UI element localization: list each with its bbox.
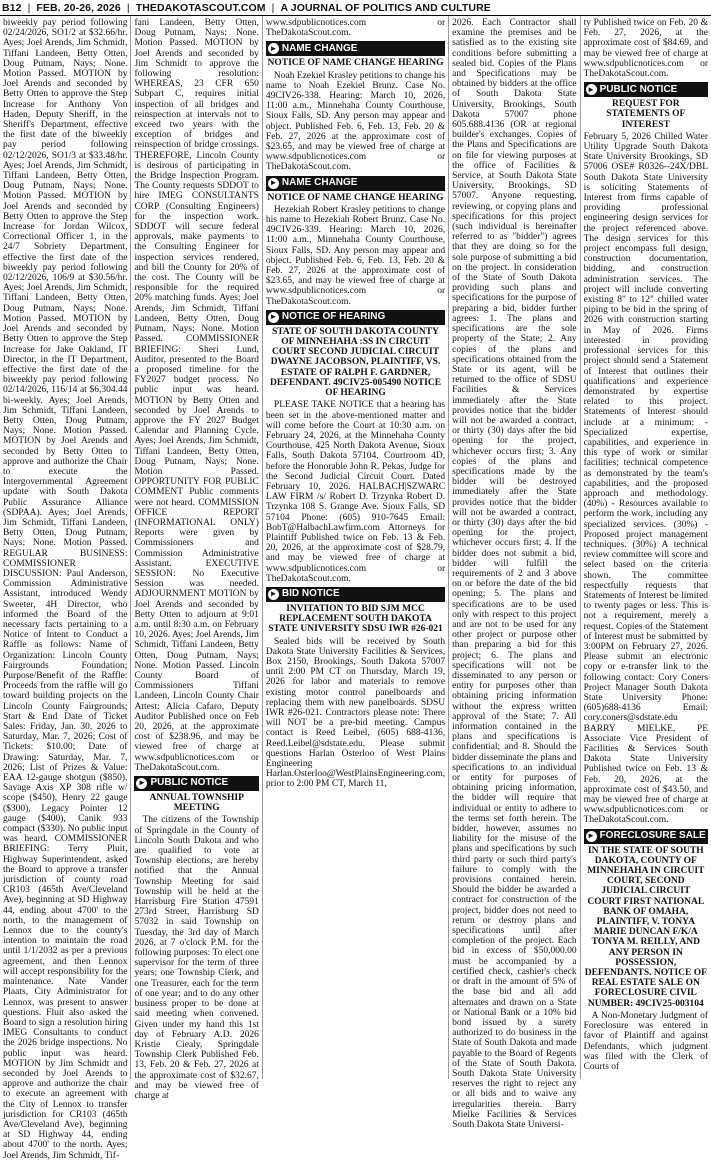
- case-caption: IN THE STATE OF SOUTH DAKOTA, COUNTY OF MINNEHAHA IN CIRCUIT COURT, SECOND JUDICIAL CIRCUIT COURT FIRST NATIONAL BANK OF OMAHA, PLAINTIFF, V. TONYA MARIE DUNCAN F/K/A TONYA M. REILLY, AND ANY PERSON IN POSSESSION, DEFENDANTS. NOTICE OF REAL ESTATE SALE ON FORECLOSURE CIVIL NUMBER: 49CIV25-003104: [584, 845, 707, 1009]
- megaphone-icon: ►: [269, 43, 278, 53]
- statements-of-interest-text: February 5, 2026 Chilled Water Utility Upgrade South Dakota State University Brookings, SD 57006 OSE# R0326--24X/DBL South Dakota State University is soliciting Statements of Interest from firms capable of providing professional engineering design services for the project referenced above. The design services for this project encompass full design, construction documentation, bidding, and construction administration services. The project will include converting existing 8" to 12" chilled water piping to be bid in the spring of 2026 with construction starting in May of 2026. Firms interested in providing professional services for this project should send a Statement of Interest that outlines their qualifications and experience demonstrated by expertise related to this project. Statements of Interest should include at a minimum: - Specialized expertise, capabilities, and experience in this type of work or similar facilities; technical competence as demonstrated by the team's capabilities, and the proposed approach and methodology. (40%) - Resources available to perform the work, including any specialized services. (30%) - Proposed project management techniques. (30%) A technical review committee will score and select based on the criteria shown. The committee respectfully requests that Statements of Interest be limited to twenty pages or less. This is not a requirement, merely a request. Copies of the Statement of Interest must be submitted by 3:00PM on February 27, 2026. Please submit an electronic copy or e-transfer link to the following contact: Cory Coners Project Manager South Dakota State University Phone: (605)688-4136 Email: cory.coners@sdstate.edu BARRY MIELKE, PE Associate Vice President of Facilities & Services South Dakota State University Published twice on Feb. 13 & Feb. 20, 2026, at the approximate cost of $43.50, and may be viewed free of charge at www.sdpublicnotices.com or TheDakotaScout.com.: [583, 131, 709, 826]
- megaphone-icon: ►: [269, 178, 278, 188]
- notices-columns: [0, 16, 711, 1161]
- public-notice-banner: ► PUBLIC NOTICE: [584, 82, 708, 97]
- header-separator: |: [271, 1, 275, 14]
- column-4: [449, 16, 580, 1130]
- name-change-text: Noah Ezekiel Krasley petitions to change his name to Noah Ezekiel Brunz. Case No. 49CIV26-338. Hearing: March 10, 2026, 11:00 a.m., Minnehaha County Courthouse, Sioux Falls, SD. Any person may appear and object. Published Feb. 6, Feb. 13, Feb. 20 & Feb. 27, 2026 at the approximate cost of $23.65, and may be viewed free of charge at www.sdpublicnotices.com or TheDakotaScout.com.: [265, 70, 446, 173]
- notice-title: REQUEST FOR STATEMENTS OF INTEREST: [606, 99, 686, 130]
- column-1: [0, 16, 131, 1161]
- site-name: THEDAKOTASCOUT.COM: [135, 1, 266, 14]
- page-number: B12: [2, 1, 22, 14]
- notice-title: NOTICE OF NAME CHANGE HEARING: [267, 58, 444, 69]
- public-notice-banner: ► PUBLIC NOTICE: [134, 776, 258, 791]
- bid-text-end: ty Published twice on Feb. 20 & Feb. 27, 2026, at the approximate cost of $84.69, and may be viewed free of charge at www.sdpublicnotices.com or TheDakotaScout.com.: [583, 18, 709, 80]
- megaphone-icon: ►: [587, 831, 596, 841]
- notice-title: ANNUAL TOWNSHIP MEETING: [149, 793, 244, 814]
- name-change-banner: ► NAME CHANGE: [266, 176, 445, 191]
- header-separator: |: [27, 1, 31, 14]
- notice-of-hearing-banner: ► NOTICE OF HEARING: [266, 310, 445, 325]
- name-change-banner: ► NAME CHANGE: [266, 41, 445, 56]
- commission-minutes-continued: fani Landeen, Betty Otten, Doug Putnam, Nays; None. Motion Passed. MOTION by Joel Arends and seconded by Jim Schmidt to approve the following resolution: WHEREAS, 23 CFR 650 Subpart C, requires initial inspection of all bridges and reinspection at intervals not to exceed two years with the exception of bridges and reinspection of bridge crossings. THEREFORE, Lincoln County is desirous of participating in the Bridge Inspection Program. The County requests SDDOT to hire IMEG CONSULTANTS CORP (Consulting Engineers) for the inspection work. SDDOT will secure federal approvals, make payments to the Consulting Engineer for inspection services rendered, and bill the County for 20% of the cost. The County will be responsible for the required 20% matching funds. Ayes; Joel Arends, Jim Schmidt, Tiffani Landeen, Betty Otten, Doug Putnam, Nays; None. Motion Passed. COMMISSIONER BRIEFING: Sheri Lund, Auditor, presented to the Board a proposed timeline for the FY2027 budget process. No public input was heard. MOTION by Betty Otten and seconded by Joel Arends to approve the FY 2027 Budget Calendar and Planning Cycle. Ayes; Joel Arends, Jim Schmidt, Tiffani Landeen, Betty Otten, Doug Putnam, Nays; None. Motion Passed. OPPORTUNITY FOR PUBLIC COMMENT Public comments were not heard. COMMISSION OFFICE REPORT (INFORMATIONAL ONLY) Reports were given by Commissioners and Commission Administrative Assistant. EXECUTIVE SESSION: No Executive Session was needed. ADJOURNMENT MOTION by Joel Arends and seconded by Betty Otten to adjourn at 9:01 a.m. until 8:30 a.m. on February 10, 2026. Ayes; Joel Arends, Jim Schmidt, Tiffani Landeen, Betty Otten, Doug Putnam, Nays; None. Motion Passed. Lincoln County Board of Commissioners Tiffani Landeen, Lincoln County Chair Attest: Alicia Cafaro, Deputy Auditor Published once on Feb 20, 2026, at the approximate cost of $238.96, and may be viewed free of charge at www.sdpublicnotices.com or TheDakotaScout.com.: [134, 18, 259, 773]
- bid-text: Sealed bids will be received by South Dakota State University Facilities & Services, Box 2150, Brookings, South Dakota 57007 until 2:00 PM CT on Thursday, March 19, 2026 for labor and materials to remove existing motor control panelboards and replacing them with new panelboards. SDSU IWR #26-021. Contractors please note: There will NOT be a pre-bid meeting. Campus contact is Reed Leibel, (605) 688-4136, Reed.Leibel@sdstate.edu. Please submit questions Harlan Osterloo of West Plains Engineering Harlan.Osterloo@WestPlainsEngineering.com, prior to 2:00 PM CT, March 11,: [265, 636, 446, 790]
- hearing-text: PLEASE TAKE NOTICE that a hearing has been set in the above-mentioned matter and will come before the Court at 10:30 a.m. on February 24, 2026, at the Minnehaha County Courthouse, 425 North Dakota Avenue, Sioux Falls, South Dakota 57104, Courtroom 4D, before the Honorable John R. Pekas, Judge for the Second Judicial Circuit Court. Dated February 10, 2026. HALBACH|SZWARC LAW FIRM /s/ Robert D. Trzynka Robert D. Trzynka 108 S. Grange Ave. Sioux Falls, SD 57104 Phone: (605) 910-7645 Email: BobT@HalbachLawfirm.com Attorneys for Plaintiff Published twice on Feb. 13 & Feb. 20, 2026, at the approximate cost of $28.79, and may be viewed free of charge at www.sdpublicnotices.com or TheDakotaScout.com.: [265, 400, 446, 584]
- column-5: [581, 16, 711, 1079]
- issue-date: FEB. 20-26, 2026: [36, 1, 121, 14]
- column-2: [131, 16, 262, 1101]
- bid-notice-banner: ► BID NOTICE: [266, 587, 445, 602]
- header-separator: |: [126, 1, 130, 14]
- tagline: A JOURNAL OF POLITICS AND CULTURE: [280, 1, 491, 14]
- foreclosure-text: A Non-Monetary Judgment of Foreclosure was entered in favor of Plaintiff and against Defendants, which judgment was filed with the Clerk of Courts of: [583, 1010, 709, 1072]
- megaphone-icon: ►: [269, 312, 278, 322]
- megaphone-icon: ►: [587, 84, 596, 94]
- column-3: [263, 16, 449, 1079]
- foreclosure-sale-banner: ► FORECLOSURE SALE: [584, 829, 708, 844]
- commission-minutes-text: biweekly pay period following 02/24/2026, SO1/2 at $32.66/hr. Ayes; Joel Arends, Jim Schmidt, Tiffani Landeen, Betty Otten, Doug Putnam, Nays; None. Motion Passed. MOTION by Joel Arends and seconded by Betty Otten to approve the Step Increase for Anthony Von Haden, Deputy Sheriff, in the Sheriff's Department, effective the first date of the biweekly pay period following 02/12/2026, SO1/3 at $33.48/hr. Ayes; Joel Arends, Jim Schmidt, Tiffani Landeen, Betty Otten, Doug Putnam, Nays; None. Motion Passed. MOTION by Joel Arends and seconded by Betty Otten to approve the Step Increase for Jordan Wilcox, Correctional Officer 1, in the 24/7 Sobriety Department, effective the first date of the biweekly pay period following 02/12/2026, 106/9 at $30.56/hr. Ayes; Joel Arends, Jim Schmidt, Tiffani Landeen, Betty Otten, Doug Putnam, Nays; None. Motion Passed. MOTION by Joel Arends and seconded by Betty Otten to approve the Step Increase for Jake Oakland, IT Director, in the IT Department, effective the first date of the biweekly pay period following 02/14/2026, 116/14 at $6,304.44 bi-weekly. Ayes; Joel Arends, Jim Schmidt, Tiffani Landeen, Betty Otten, Doug Putnam, Nays; None. Motion Passed. MOTION by Joel Arends and seconded by Betty Otten to approve and authorize the Chair to execute the Intergovernmental Agreement update with South Dakota Public Assurance Alliance (SDPAA). Ayes; Joel Arends, Jim Schmidt, Tiffani Landeen, Betty Otten, Doug Putnam, Nays; None. Motion Passed. REGULAR BUSINESS: COMMISSIONER DISCUSSION: Paul Anderson, Commission Administrative Assistant, introduced Wendy Sweeter, 4H Director, who informed the Board of the necessary facts pertaining to a Notice of Intent to Conduct a Raffle as follows: Name of Organization: Lincoln County Fairgrounds Foundation; Purpose/Benefit of the Raffle: Proceeds from the raffle will go toward building projects on the Lincoln County Fairgrounds; Start & End Date of Ticket Sales: Friday, Jan. 30, 2026 to Saturday, Mar. 7, 2026; Cost of Tickets: $10.00; Date of Drawing: Saturday, Mar. 7, 2026; List of Prizes & Value: EAA 12-gauge shotgun ($850), Savage Axis XP 308 rifle w/ scope ($450), Henry 22 gauge ($300), Legacy Pointer 12 gauge ($400), Canik 933 compact ($330). No public input was heard. COMMISSIONER BRIEFING: Terry Pluit, Highway Superintendent, asked the Board to approve a transfer jurisdiction of county road CR103 (465th Ave/Cleveland Ave), beginning at SD Highway 44, ending about 4700' to the north, to the management of Lennox due to the county's intention to maintain the road until 1/1/2032 as per a previous agreement, and then Lennox will accept responsibility for the maintenance. Nate Vander Plaats, City Administrator for Lennox, was present to answer questions. Fluit also asked the Board to sign a resolution hiring IMEG Consultants to conduct the 2026 bridge inspections. No public input was heard. MOTION by Jim Schmidt and seconded by Joel Arends to approve and authorize the chair to execute an agreement with the City of Lennox to transfer jurisdiction for CR103 (465th Ave/Cleveland Ave), beginning at SD Highway 44, ending about 4700' to the north. Ayes; Joel Arends, Jim Schmidt, Tif-: [3, 18, 128, 1161]
- case-caption: STATE OF SOUTH DAKOTA COUNTY OF MINNEHAHA :SS IN CIRCUIT COURT SECOND JUDICIAL CIRCUIT DWAYNE JACOBSON, PLAINTIFF, VS. ESTATE OF RALPH F. GARDNER, DEFENDANT. 49CIV25-005490 NOTICE OF HEARING: [269, 326, 442, 399]
- name-change-text: Hezekiah Robert Krasley petitions to change his name to Hezekiah Robert Brunz. Case No. 49CIV26-339. Hearing: March 10, 2026, 11:00 a.m., Minnehaha County Courthouse, Sioux Falls, SD. Any person may appear and object. Published Feb. 6, Feb. 13, Feb. 20 & Feb. 27, 2026 at the approximate cost of $23.65, and may be viewed free of charge at www.sdpublicnotices.com or TheDakotaScout.com.: [265, 204, 446, 307]
- notice-title: NOTICE OF NAME CHANGE HEARING: [267, 192, 444, 203]
- township-meeting-text: The citizens of the Township of Springdale in the County of Lincoln South Dakota and who are qualified to vote at Township elections, are hereby notified that the Annual Township Meeting for said Township will be held at the Harrisburg Fire Station 47591 273rd Street, Harrisburg SD 57032 in said Township on Tuesday, the 3rd day of March 2026, at 7 o'clock P.M. for the following purposes: To elect one supervisor for the term of three years; one Township Clerk, and one Treasurer, each for the term of one year; and to do any other business proper to be done at said meeting when convened. Given under my hand this 1st day of February A.D. 2026 Kristie Ciealy, Springdale Township Clerk Published Feb. 13, Feb. 20 & Feb. 27, 2026 at the approximate cost of $32.67, and may be viewed free of charge at: [134, 815, 259, 1101]
- page-header: [0, 0, 711, 16]
- bid-text-continued: 2026. Each Contractor shall examine the premises and be satisfied as to the existing site conditions before submitting a sealed bid. Copies of the Plans and Specifications may be obtained by bidders at the office of South Dakota State University, Brookings, South Dakota 57007 phone 605.688.4136 (OR at regional builder's exchanges. Copies of the Plans and Specifications are on file for viewing purposes at the office of Facilities & Service, at South Dakota State University, Brookings, SD 57007. Anyone requesting, reviewing, or copying plans and specifications for this project (such individual is hereinafter referred to as "bidder") agrees that they are doing so for the sole purpose of submitting a bid on the project. In consideration of the State of South Dakota providing such plans and specifications for the purpose of preparing a bid, bidder further agrees: 1. The plans and specifications are the sole property of the State; 2. Any copies of the plans and specifications obtained from the State or its agent, will be returned to the office of SDSU Facilities & Services immediately after the State provides notice that the bidder will not be awarded a contract, or thirty (30) days after the bid opening for the project, whichever occurs first; 3. Any copies of the plans and specifications made by the bidder will be destroyed immediately after the State provides notice that the bidder will not be awarded a contract, or thirty (30) days after the bid opening for the project, whichever occurs first; 4. If the bidder does not submit a bid, bidder will fulfill the requirements of 2 and 3 above on or before the date of the bid opening; 5. The plans and specifications are to be used only with respect to this project and are not to be used for any other project or purpose other than preparing a bid for this project; 6. The plans and specifications will not be disseminated to any person or entity for purposes other than obtaining pricing information without the express written approval of the State; 7. All information contained in the plans and specifications is confidential; and 8. Should the bidder disseminate the plans and specifications to an individual or entity for purposes of obtaining pricing information, the bidder will require that individual or entity to adhere to the terms set forth herein. The bidder, however, assumes no liability for the misuse of the plans and specifications by such third party or such third party's failure to comply with the provisions contained herein. Should the bidder be awarded a contract for construction of the project, bidder does not need to return or destroy plans and specifications until after completion of the project. Each bid in excess of $50,000.00 must be accompanied by a certified check, cashier's check or draft in the amount of 5% of the base bid and all add alternates and drawn on a State or National Bank or a 10% bid bond issued by a surety authorized to do business in the State of South Dakota and made payable to the Board of Regents of the State of South Dakota. South Dakota State University reserves the right to reject any or all bids and to waive any irregularities therein. Barry Mielke Facilities & Services South Dakota State Universi-: [452, 18, 577, 1130]
- megaphone-icon: ►: [269, 589, 278, 599]
- continued-link-text: www.sdpublicnotices.com or TheDakotaScout.com.: [265, 18, 446, 39]
- megaphone-icon: ►: [137, 778, 146, 788]
- notice-title: INVITATION TO BID SJM MCC REPLACEMENT SOUTH DAKOTA STATE UNIVERSITY SDSU IWR #26-021: [268, 603, 443, 635]
